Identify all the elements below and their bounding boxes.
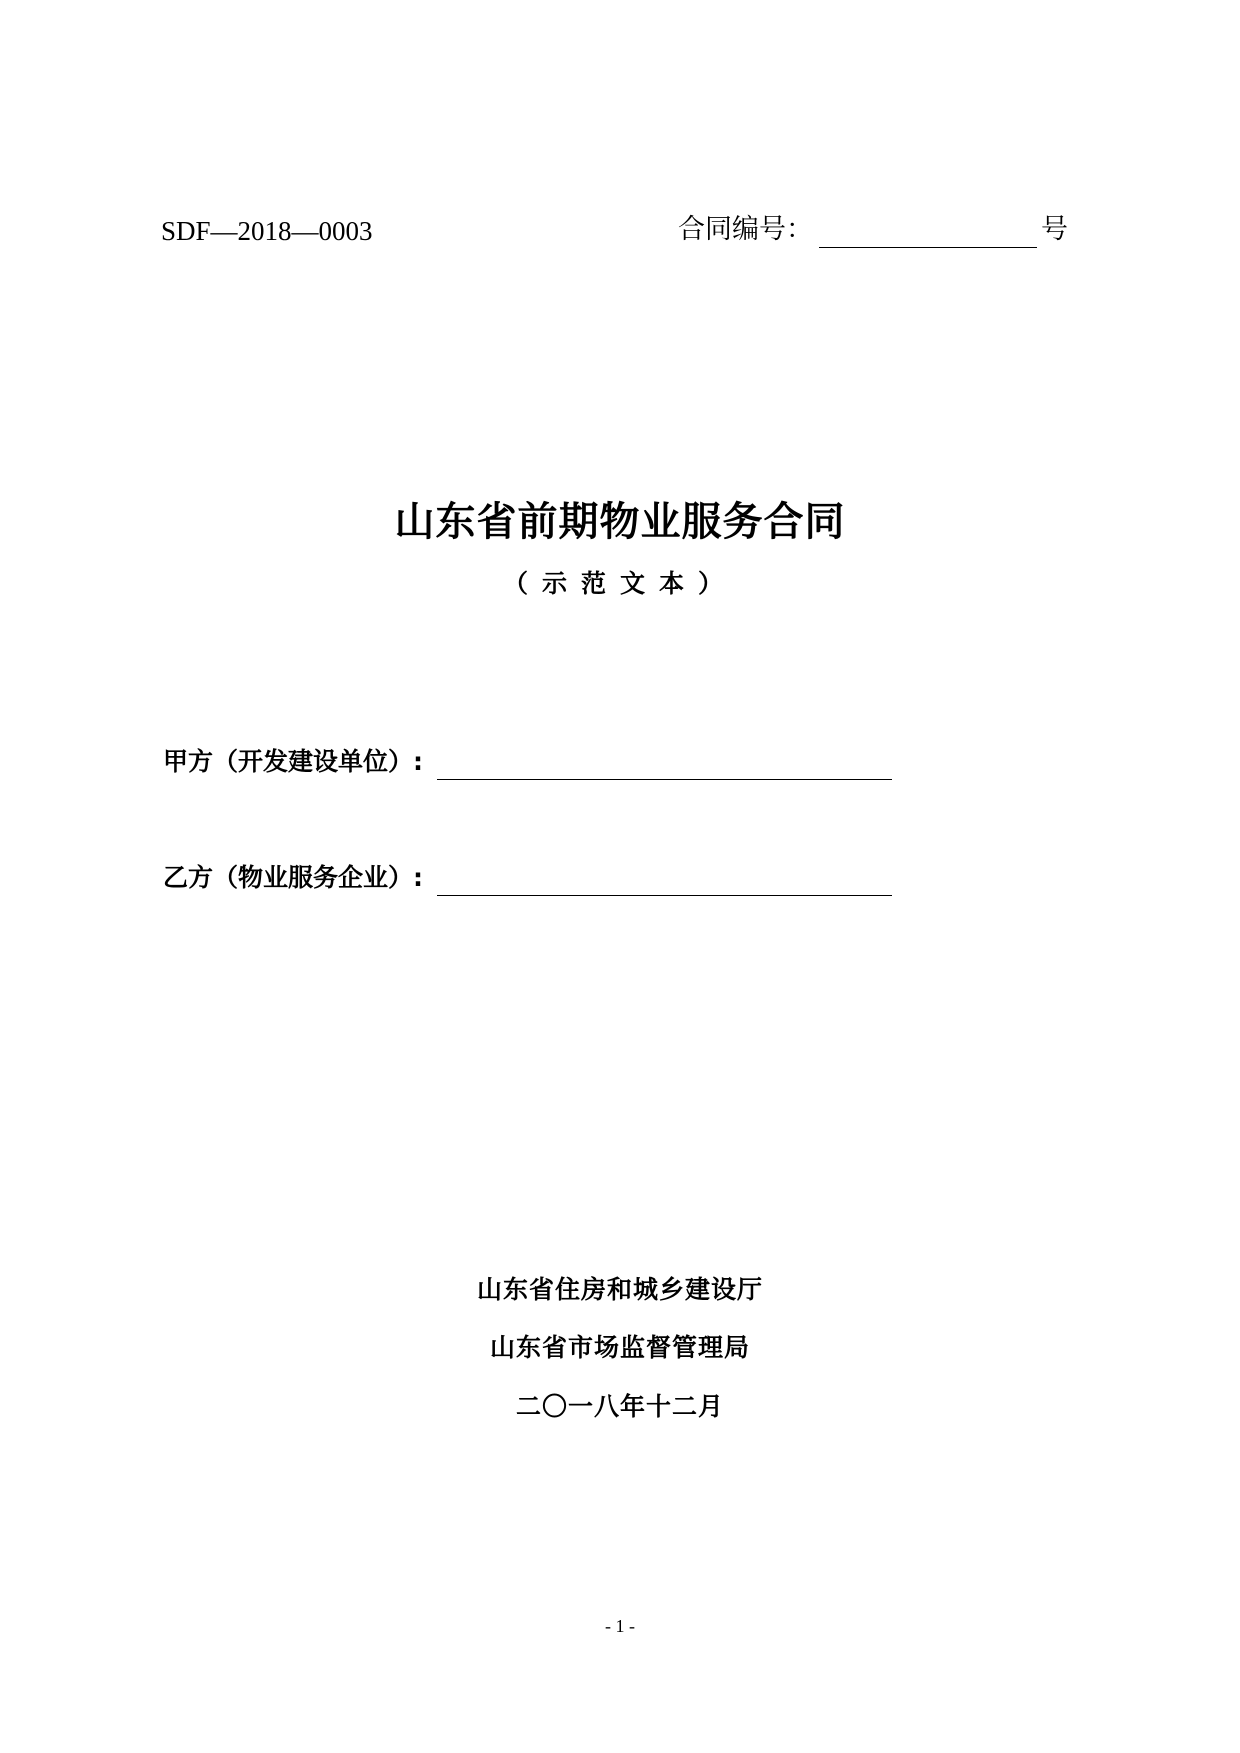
party-a-blank[interactable] [437, 749, 892, 780]
document-title: 山东省前期物业服务合同 [394, 499, 846, 545]
document-code: SDF—2018—0003 [161, 216, 373, 246]
issuer-housing-department: 山东省住房和城乡建设厅 [476, 1275, 763, 1304]
issuer-market-supervision-bureau: 山东省市场监督管理局 [489, 1333, 750, 1362]
party-a-row [163, 744, 892, 780]
issue-date: 二〇一八年十二月 [515, 1392, 724, 1421]
page-number: - 1 - [605, 1616, 635, 1636]
document-subtitle: （示范文本） [502, 569, 737, 598]
contract-number-blank[interactable] [819, 219, 1037, 248]
contract-number-label: 合同编号： [678, 214, 813, 245]
party-b-blank[interactable] [437, 865, 892, 896]
party-a-label: 甲方（开发建设单位）: [163, 747, 423, 776]
contract-number-suffix: 号 [1041, 214, 1068, 245]
party-b-label: 乙方（物业服务企业）: [163, 863, 423, 892]
party-b-row [163, 860, 892, 896]
contract-number-row [678, 212, 1068, 248]
